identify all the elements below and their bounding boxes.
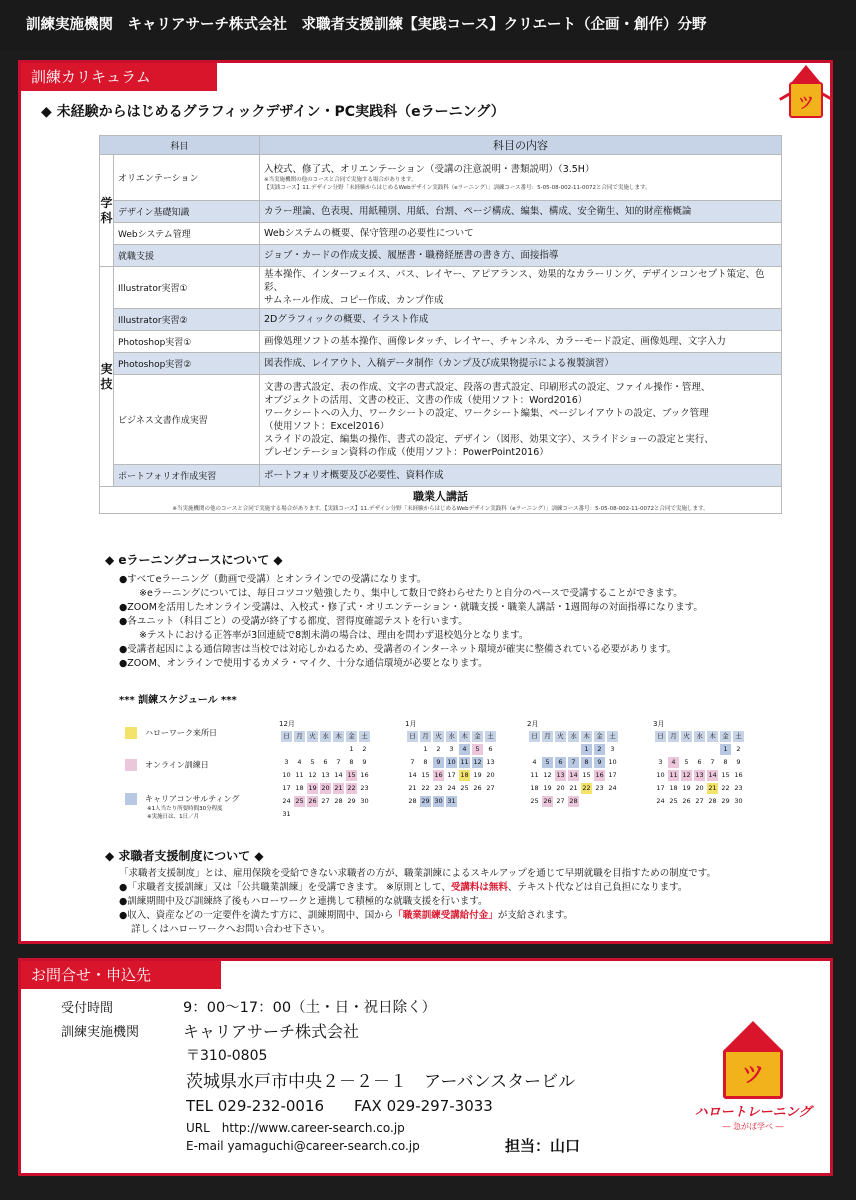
tel-fax: TEL 029-232-0016 FAX 029-297-3033 bbox=[186, 1097, 493, 1115]
logo-face-icon: ツ bbox=[723, 1049, 783, 1099]
subject-cell: デザイン基礎知識 bbox=[114, 201, 260, 223]
curriculum-panel bbox=[18, 60, 833, 944]
col-content-header: 科目の内容 bbox=[260, 136, 782, 155]
subject-cell: ポートフォリオ作成実習 bbox=[114, 465, 260, 487]
subject-cell: Webシステム管理 bbox=[114, 223, 260, 245]
hello-training-logo: ツ ハロートレーニング ― 急がば学べ ― bbox=[693, 1021, 813, 1151]
mascot-icon: ツ bbox=[777, 65, 835, 127]
page-header: 訓練実施機関 キャリアサーチ株式会社 求職者支援訓練【実践コース】クリエート（企画・創作）分野 bbox=[0, 0, 856, 50]
calendar-january: 1月 日 月 火 水 木 金 土 1 2 3 4 5 6 7 8 9 10 11 12 13 14 15 16 17 18 19 20 21 22 23 24 25 26 27 28 29 30 31 bbox=[405, 720, 495, 805]
subject-cell: Illustrator実習① bbox=[114, 267, 260, 309]
content-cell: 画像処理ソフトの基本操作、画像レタッチ、レイヤー、チャンネル、カラーモード設定、画像処理、文字入力 bbox=[260, 331, 782, 353]
org-value: キャリアサーチ株式会社 bbox=[183, 1022, 360, 1041]
logo-cap-icon bbox=[723, 1021, 783, 1051]
subject-cell: 就職支援 bbox=[114, 245, 260, 267]
support-notes: 「求職者支援制度」とは、雇用保険を受給できない求職者の方が、職業訓練によるスキルアップを通じて早期就職を目指すための制度です。 ●「求職者支援訓練」又は「公共職業訓練」を受講できます。 ※原則として、受講料は無料、テキスト代などは自己負担になります。 ●訓練期間中及び訓練終了後もハローワークと連携して積極的な就職支援を行います。 ●収入、資産などの一定要件を満たす方に、訓練期間中、国から「職業訓練受講給付金」が支給されます。 詳しくはハローワークへお問い合わせ下さい。 bbox=[119, 868, 716, 935]
zip-code: 〒310-0805 bbox=[186, 1048, 268, 1064]
legend-online: オンライン訓練日 bbox=[125, 759, 209, 771]
subject-cell: オリエンテーション bbox=[114, 155, 260, 201]
subject-cell: Photoshop実習② bbox=[114, 353, 260, 375]
content-cell: Webシステムの概要、保守管理の必要性について bbox=[260, 223, 782, 245]
calendar-february: 2月 日 月 火 水 木 金 土 1 2 3 4 5 6 7 8 9 10 11 12 13 14 15 16 17 18 19 20 21 22 23 24 25 26 27 28 bbox=[527, 720, 617, 805]
col-subject-header: 科目 bbox=[100, 136, 260, 155]
content-cell: ジョブ・カードの作成支援、履歴書・職務経歴書の書き方、面接指導 bbox=[260, 245, 782, 267]
content-cell: 文書の書式設定、表の作成、文字の書式設定、段落の書式設定、印刷形式の設定、ファイル操作・管理、 オブジェクトの活用、文書の校正、文書の作成（使用ソフト：Word2016） ワークシートへの入力、ワークシートの設定、ワークシート編集、ページレイアウトの設定、ブック管理 （使用ソフト：Excel2016） スライドの設定、編集の操作、書式の設定、デザイン（図形、効果文字）、スライドショーの設定と実行、 プレゼンテーション資料の作成（使用ソフト：PowerPoint2016） bbox=[260, 375, 782, 465]
content-cell: カラー理論、色表現、用紙種別、用紙、台割、ページ構成、編集、構成、安全衛生、知的財産権概論 bbox=[260, 201, 782, 223]
subject-cell: Illustrator実習② bbox=[114, 309, 260, 331]
elearning-heading: ◆ eラーニングコースについて ◆ bbox=[105, 553, 283, 567]
contact-section-tab: お問合せ・申込先 bbox=[21, 961, 221, 989]
content-cell: ポートフォリオ概要及び必要性、資料作成 bbox=[260, 465, 782, 487]
category-practical: 実技 bbox=[100, 267, 114, 487]
org-label: 訓練実施機関 bbox=[61, 1025, 140, 1040]
website-url[interactable]: URL http://www.career-search.co.jp bbox=[186, 1121, 405, 1135]
subject-cell: Photoshop実習① bbox=[114, 331, 260, 353]
content-cell: 図表作成、レイアウト、入稿データ制作（カンプ及び成果物提示による複製演習） bbox=[260, 353, 782, 375]
legend-swatch bbox=[125, 793, 137, 805]
legend-swatch bbox=[125, 759, 137, 771]
subject-cell: ビジネス文書作成実習 bbox=[114, 375, 260, 465]
hours-label: 受付時間 bbox=[61, 1001, 114, 1016]
contact-person: 担当：山口 bbox=[505, 1137, 581, 1155]
curriculum-table bbox=[99, 135, 782, 514]
legend-hello: ハローワーク来所日 bbox=[125, 727, 217, 739]
calendar-march: 3月 日 月 火 水 木 金 土 1 2 3 4 5 6 7 8 9 10 11 12 13 14 15 16 17 18 19 20 21 22 23 24 25 26 27 28 29 30 bbox=[653, 720, 743, 805]
content-cell: 2Dグラフィックの概要、イラスト作成 bbox=[260, 309, 782, 331]
content-cell: 入校式、修了式、オリエンテーション（受講の注意説明・書類説明）（3.5H） ※当実施機関の他のコースと合同で実施する場合があります。 【実践コース】11.デザイン分野「未経験からはじめるWebデザイン実践科（eラーニング）」訓練コース番号：5-05-08-002-11-0072と合同で実施します。 bbox=[260, 155, 782, 201]
legend-career: キャリアコンサルティング ※1人当たり所要時間30分程度 ※実施日は、1日／月 bbox=[125, 793, 239, 821]
hours-value: 9：00～17：00（土・日・祝日除く） bbox=[183, 1000, 437, 1016]
content-cell: 基本操作、インターフェイス、パス、レイヤー、アピアランス、効果的なカラーリング、デザインコンセプト策定、色彩、 サムネール作成、コピー作成、カンプ作成 bbox=[260, 267, 782, 309]
contact-panel bbox=[18, 958, 833, 1176]
course-title: ◆ 未経験からはじめるグラフィックデザイン・PC実践科（eラーニング） bbox=[41, 104, 505, 120]
legend-swatch bbox=[125, 727, 137, 739]
lecture-row: 職業人講話 ※当実施機関の他のコースと合同で実施する場合があります。【実践コース】11.デザイン分野「未経験からはじめるWebデザイン実践科（eラーニング）」訓練コース番号：5-05-08-002-11-0072と合同で実施します。 bbox=[100, 487, 782, 514]
calendar-december: 12月 日 月 火 水 木 金 土 1 2 3 4 5 6 7 8 9 10 11 12 13 14 15 16 17 18 19 20 21 22 23 24 25 26 27 28 29 30 31 bbox=[279, 720, 369, 818]
category-academic: 学科 bbox=[100, 155, 114, 267]
support-heading: ◆ 求職者支援制度について ◆ bbox=[105, 849, 264, 863]
email-address[interactable]: E-mail yamaguchi@career-search.co.jp bbox=[186, 1139, 420, 1153]
address: 茨城県水戸市中央２－２－１ アーバンスタービル bbox=[186, 1072, 576, 1092]
elearning-notes: ●すべてeラーニング（動画で受講）とオンラインでの受講になります。 ※eラーニングについては、毎日コツコツ勉強したり、集中して数日で終わらせたりと自分のペースで受講することができます。 ●ZOOMを活用したオンライン受講は、入校式・修了式・オリエンテーション・就職支援・職業人講話・1週間毎の対面指導になります。 ●各ユニット（科目ごと）の受講が終了する都度、習得度確認テストを行います。 ※テストにおける正答率が3回連続で8割未満の場合は、理由を問わず退校処分となります。 ●受講者起因による通信障害は当校では対応しかねるため、受講者のインターネット環境が確実に整備されている必要があります。 ●ZOOM、オンラインで使用するカメラ・マイク、十分な通信環境が必要となります。 bbox=[119, 574, 703, 669]
curriculum-section-tab: 訓練カリキュラム bbox=[21, 63, 217, 91]
schedule-title: *** 訓練スケジュール *** bbox=[119, 695, 237, 706]
